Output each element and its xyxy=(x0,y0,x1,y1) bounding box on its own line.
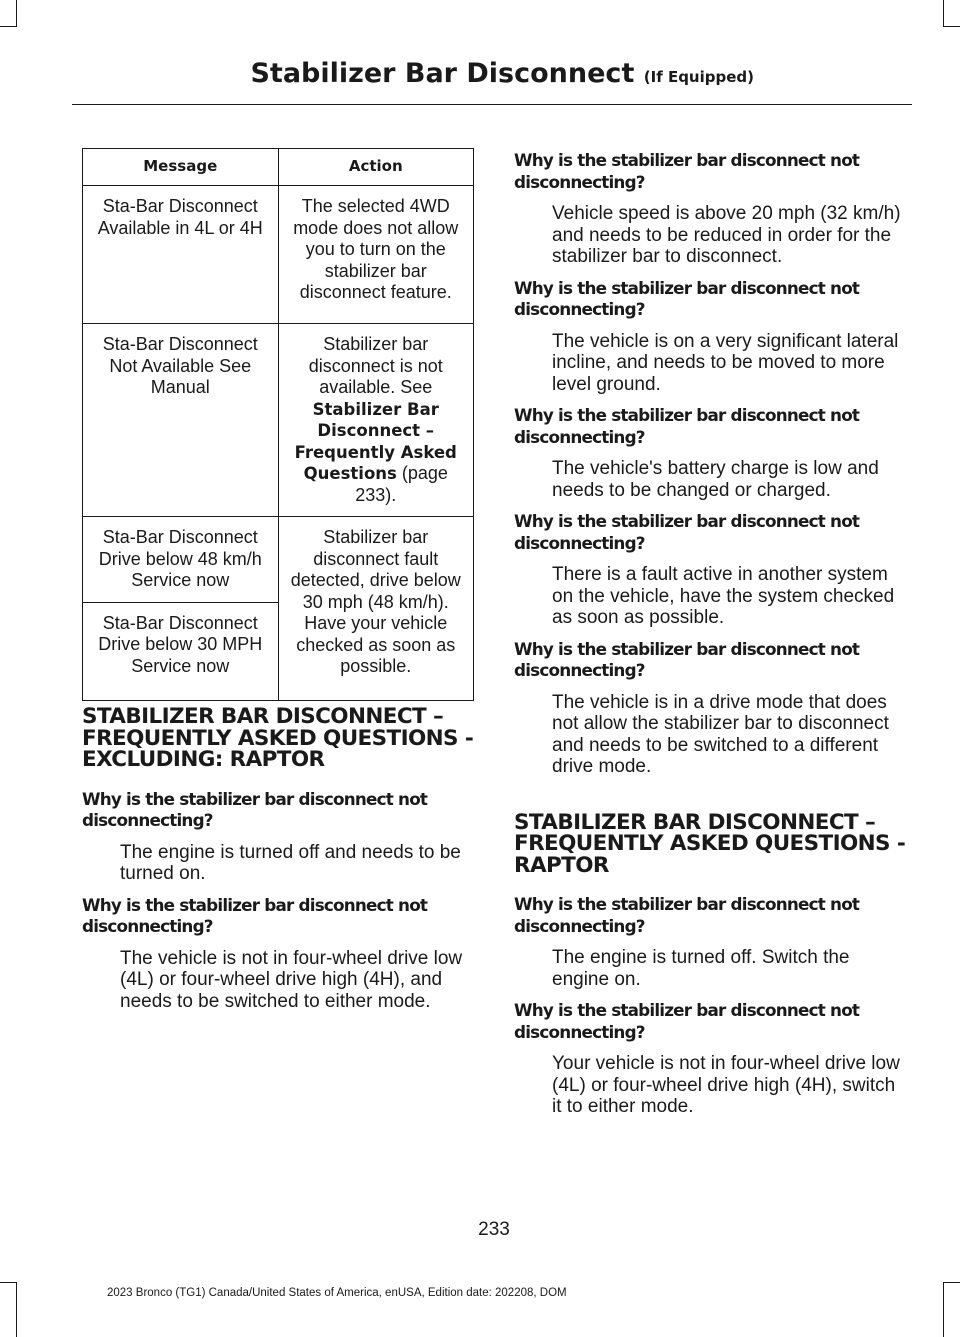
section-heading: STABILIZER BAR DISCONNECT – FREQUENTLY ASKED QUESTIONS - EXCLUDING: RAPTOR xyxy=(82,704,474,772)
faq-question: Why is the stabilizer bar disconnect not disconnecting? xyxy=(514,511,860,553)
table-cell-action: Stabilizer bar disconnect fault detected, drive below 30 mph (48 km/h). Have your vehicle checked as soon as possible. xyxy=(278,517,474,701)
table-cell-message: Sta-Bar Disconnect Drive below 48 km/h Service now xyxy=(83,517,279,603)
faq-question: Why is the stabilizer bar disconnect not disconnecting? xyxy=(514,277,860,319)
table-cell-action: The selected 4WD mode does not allow you to turn on the stabilizer bar disconnect feature. xyxy=(278,186,474,324)
message-action-table xyxy=(82,148,474,701)
table-row xyxy=(83,186,474,324)
faq-question: Why is the stabilizer bar disconnect not disconnecting? xyxy=(514,150,860,192)
column-header-action: Action xyxy=(278,149,474,186)
crop-mark xyxy=(943,26,960,27)
faq-answer: There is a fault active in another system on the vehicle, have the system checked as soon as possible. xyxy=(552,564,895,628)
crop-mark xyxy=(16,1282,17,1337)
table-cell-message: Sta-Bar Disconnect Not Available See Manual xyxy=(83,324,279,517)
header-divider xyxy=(72,104,912,105)
page-title-main: Stabilizer Bar Disconnect xyxy=(250,58,635,89)
page-title xyxy=(250,58,754,89)
faq-question: Why is the stabilizer bar disconnect not disconnecting? xyxy=(514,405,860,447)
action-page-ref: (page 233). xyxy=(355,463,448,505)
faq-answer: Your vehicle is not in four-wheel drive low (4L) or four-wheel drive high (4H), switch it to either mode. xyxy=(552,1053,900,1117)
faq-question: Why is the stabilizer bar disconnect not disconnecting? xyxy=(82,788,428,830)
table-row xyxy=(83,517,474,603)
faq-answer: Vehicle speed is above 20 mph (32 km/h) and needs to be reduced in order for the stabilizer bar to disconnect. xyxy=(552,203,901,267)
crop-mark xyxy=(16,0,17,26)
faq-answer: The vehicle is in a drive mode that does not allow the stabilizer bar to disconnect and needs to be switched to a different drive mode. xyxy=(552,691,889,777)
table-row xyxy=(83,324,474,517)
table-header-row xyxy=(83,149,474,186)
table-cell-action xyxy=(278,324,474,517)
table-cell-message: Sta-Bar Disconnect Available in 4L or 4H xyxy=(83,186,279,324)
faq-question: Why is the stabilizer bar disconnect not disconnecting? xyxy=(514,638,860,680)
faq-question: Why is the stabilizer bar disconnect not disconnecting? xyxy=(514,894,860,936)
cross-reference-link[interactable]: Stabilizer Bar Disconnect – Frequently Asked Questions xyxy=(294,399,457,483)
crop-mark xyxy=(943,1282,960,1283)
table-cell-message: Sta-Bar Disconnect Drive below 30 MPH Service now xyxy=(83,602,279,700)
faq-question: Why is the stabilizer bar disconnect not disconnecting? xyxy=(82,894,428,936)
faq-continued-section xyxy=(514,150,906,1128)
crop-mark xyxy=(0,26,17,27)
page-number: 233 xyxy=(478,1219,510,1240)
faq-question: Why is the stabilizer bar disconnect not disconnecting? xyxy=(514,1000,860,1042)
crop-mark xyxy=(943,1282,944,1337)
faq-answer: The vehicle is not in four-wheel drive low (4L) or four-wheel drive high (4H), and needs to be switched to either mode. xyxy=(120,947,463,1012)
crop-mark xyxy=(943,0,944,26)
crop-mark xyxy=(0,1282,17,1283)
column-header-message: Message xyxy=(83,149,279,186)
faq-excluding-raptor-section xyxy=(82,706,474,1022)
faq-answer: The vehicle's battery charge is low and needs to be changed or charged. xyxy=(552,458,879,501)
faq-answer: The vehicle is on a very significant lateral incline, and needs to be moved to more level ground. xyxy=(552,330,899,395)
section-heading: STABILIZER BAR DISCONNECT – FREQUENTLY ASKED QUESTIONS - RAPTOR xyxy=(514,809,906,878)
action-text: Stabilizer bar disconnect is not available. See xyxy=(308,334,443,397)
footer-edition-info: 2023 Bronco (TG1) Canada/United States of America, enUSA, Edition date: 202208, DOM xyxy=(107,1287,567,1299)
faq-answer: The engine is turned off. Switch the engine on. xyxy=(552,947,850,990)
faq-answer: The engine is turned off and needs to be turned on. xyxy=(120,841,461,884)
page-title-subtitle: (If Equipped) xyxy=(643,68,754,86)
